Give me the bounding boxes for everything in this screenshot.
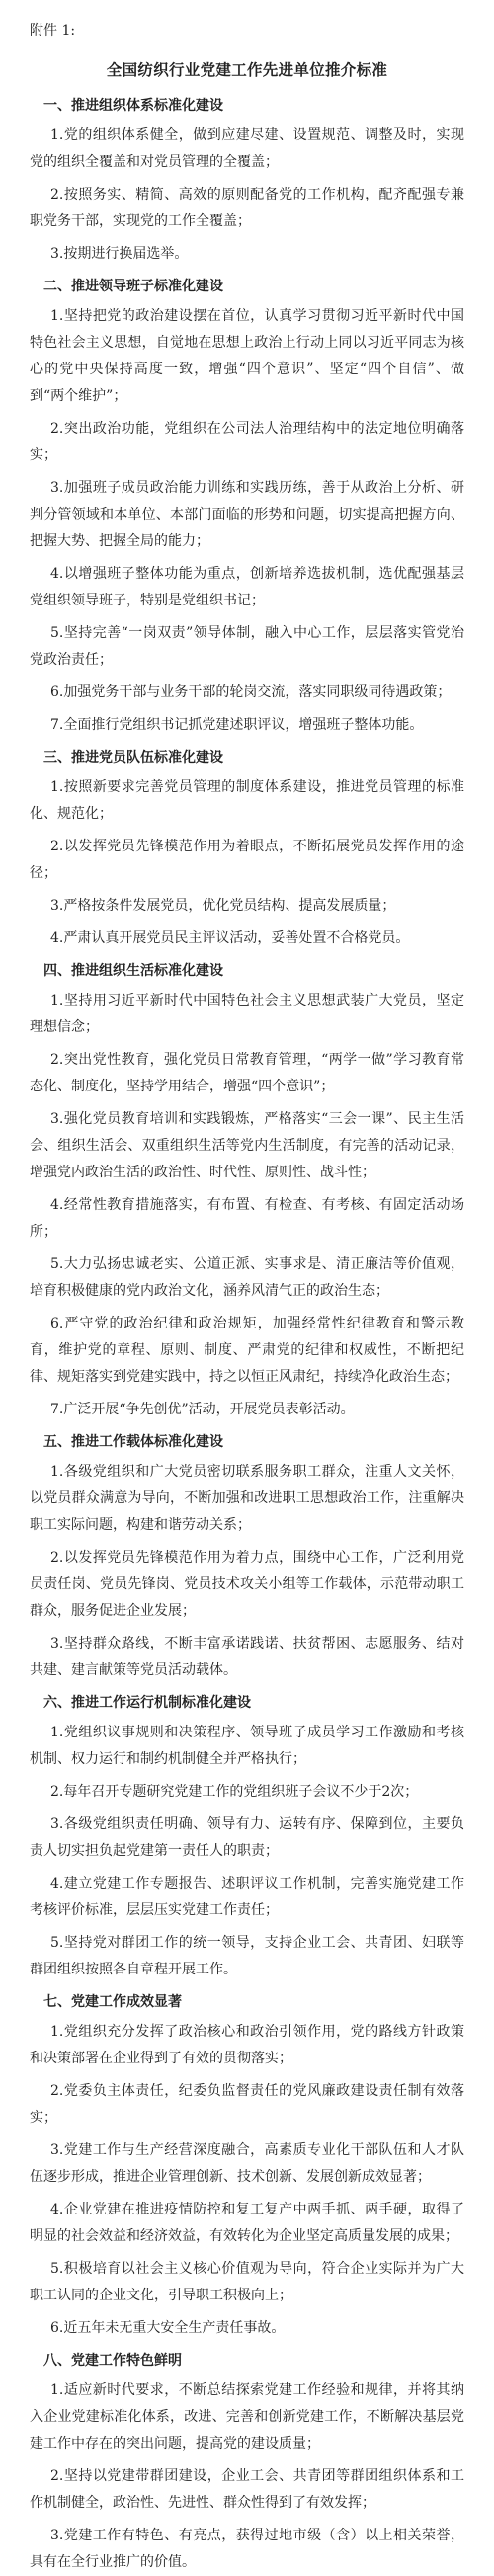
criteria-item: 6.近五年未无重大安全生产责任事故。 [50, 2320, 286, 2336]
document-section [30, 1429, 464, 1684]
criteria-item: 1.坚持把党的政治建设摆在首位，认真学习贯彻习近平新时代中国特色社会主义思想，自觉地在思想上政治上行动上同以习近平同志为核心的党中央保持高度一致，增强“四个意识”、坚定“四个自信”、做到“两个维护”； [30, 308, 464, 404]
document-section [30, 93, 464, 268]
section-heading: 六、推进工作运行机制标准化建设 [43, 1695, 251, 1711]
section-heading: 八、党建工作特色鲜明 [43, 2353, 182, 2369]
criteria-item: 2.坚持以党建带群团建设，企业工会、共青团等群团组织体系和工作机制健全，政治性、先进性、群众性得到了有效发挥； [30, 2468, 464, 2511]
criteria-item: 4.企业党建在推进疫情防控和复工复产中两手抓、两手硬，取得了明显的社会效益和经济效益，有效转化为企业坚定高质量发展的成果； [30, 2202, 464, 2244]
criteria-item: 7.广泛开展“争先创优”活动，开展党员表彰活动。 [50, 1402, 355, 1417]
criteria-item: 4.以增强班子整体功能为重点，创新培养选拔机制，选优配强基层党组织领导班子，特别是党组织书记； [30, 566, 464, 608]
section-heading: 一、推进组织体系标准化建设 [43, 98, 223, 114]
document-section [30, 1989, 464, 2342]
criteria-item: 5.坚持党对群团工作的统一领导，支持企业工会、共青团、妇联等群团组织按照各自章程开展工作。 [30, 1935, 464, 1977]
criteria-item: 7.全面推行党组织书记抓党建述职评议，增强班子整体功能。 [50, 717, 424, 733]
criteria-item: 3.严格按条件发展党员，优化党员结构、提高发展质量； [50, 898, 396, 914]
document-section [30, 274, 464, 739]
criteria-item: 1.党组织充分发挥了政治核心和政治引领作用，党的路线方针政策和决策部署在企业得到了有效的贯彻落实； [30, 2024, 464, 2066]
document-section [30, 2348, 464, 2576]
section-heading: 二、推进领导班子标准化建设 [43, 279, 223, 294]
document-section [30, 958, 464, 1423]
criteria-item: 1.各级党组织和广大党员密切联系服务职工群众，注重人文关怀，以党员群众满意为导向，不断加强和改进职工思想政治工作，注重解决职工实际问题，构建和谐劳动关系； [30, 1464, 464, 1533]
criteria-item: 1.按照新要求完善党员管理的制度体系建设，推进党员管理的标准化、规范化； [30, 779, 464, 822]
criteria-item: 3.按期进行换届选举。 [50, 246, 189, 262]
criteria-item: 2.以发挥党员先锋模范作用为着眼点，不断拓展党员发挥作用的途径； [30, 839, 464, 881]
document-section [30, 745, 464, 952]
criteria-item: 1.坚持用习近平新时代中国特色社会主义思想武装广大党员，坚定理想信念； [30, 993, 464, 1035]
attachment-label: 附件 1: [30, 23, 76, 39]
criteria-item: 1.党组织议事规则和决策程序、领导班子成员学习工作激励和考核机制、权力运行和制约机制健全并严格执行； [30, 1725, 464, 1767]
document-section [30, 1690, 464, 1983]
criteria-item: 2.突出政治功能，党组织在公司法人治理结构中的法定地位明确落实； [30, 421, 464, 463]
section-heading: 七、党建工作成效显著 [43, 1994, 182, 2010]
criteria-item: 3.党建工作有特色、有亮点，获得过地市级（含）以上相关荣誉，具有在全行业推广的价值。 [30, 2528, 464, 2570]
criteria-item: 1.党的组织体系健全，做到应建尽建、设置规范、调整及时，实现党的组织全覆盖和对党员管理的全覆盖； [30, 127, 464, 170]
criteria-item: 4.建立党建工作专题报告、述职评议工作机制，完善实施党建工作考核评价标准，层层压实党建工作责任； [30, 1876, 464, 1918]
criteria-item: 4.经常性教育措施落实，有布置、有检查、有考核、有固定活动场所； [30, 1197, 464, 1240]
criteria-item: 5.大力弘扬忠诚老实、公道正派、实事求是、清正廉洁等价值观，培育积极健康的党内政治文化，涵养风清气正的政治生态； [30, 1256, 464, 1299]
criteria-item: 5.坚持完善“一岗双责”领导体制，融入中心工作，层层落实管党治党政治责任； [30, 625, 464, 668]
criteria-item: 6.严守党的政治纪律和政治规矩，加强经常性纪律教育和警示教育，维护党的章程、原则、制度、严肃党的纪律和权威性，不断把纪律、规矩落实到党建实践中，持之以恒正风肃纪，持续净化政治生态； [30, 1316, 464, 1385]
criteria-item: 3.加强班子成员政治能力训练和实践历练，善于从政治上分析、研判分管领域和本单位、本部门面临的形势和问题，切实提高把握方向、把握大势、把握全局的能力； [30, 480, 464, 549]
document-body [30, 93, 464, 2576]
criteria-item: 3.强化党员教育培训和实践锻炼，严格落实“三会一课”、民主生活会、组织生活会、双重组织生活等党内生活制度，有完善的活动记录，增强党内政治生活的政治性、时代性、原则性、战斗性； [30, 1111, 464, 1180]
criteria-item: 3.各级党组织责任明确、领导有力、运转有序、保障到位，主要负责人切实担负起党建第一责任人的职责； [30, 1816, 464, 1859]
criteria-item: 3.党建工作与生产经营深度融合，高素质专业化干部队伍和人才队伍逐步形成，推进企业管理创新、技术创新、发展创新成效显著； [30, 2142, 464, 2185]
criteria-item: 2.突出党性教育，强化党员日常教育管理，“两学一做”学习教育常态化、制度化，坚持学用结合，增强“四个意识”； [30, 1052, 464, 1094]
criteria-item: 2.每年召开专题研究党建工作的党组织班子会议不少于2次； [50, 1784, 419, 1800]
criteria-item: 2.以发挥党员先锋模范作用为着力点，围绕中心工作，广泛利用党员责任岗、党员先锋岗、党员技术攻关小组等工作载体，示范带动职工群众，服务促进企业发展； [30, 1550, 464, 1619]
document-title: 全国纺织行业党建工作先进单位推介标准 [106, 60, 388, 79]
section-heading: 三、推进党员队伍标准化建设 [43, 750, 223, 765]
criteria-item: 2.党委负主体责任，纪委负监督责任的党风廉政建设责任制有效落实； [30, 2083, 464, 2126]
criteria-item: 4.严肃认真开展党员民主评议活动，妥善处置不合格党员。 [50, 930, 410, 946]
section-heading: 四、推进组织生活标准化建设 [43, 963, 223, 979]
criteria-item: 2.按照务实、精简、高效的原则配备党的工作机构，配齐配强专兼职党务干部，实现党的工作全覆盖； [30, 187, 464, 229]
criteria-item: 6.加强党务干部与业务干部的轮岗交流，落实同职级同待遇政策； [50, 684, 452, 700]
criteria-item: 3.坚持群众路线，不断丰富承诺践诺、扶贫帮困、志愿服务、结对共建、建言献策等党员活动载体。 [30, 1636, 464, 1678]
criteria-item: 5.积极培育以社会主义核心价值观为导向，符合企业实际并为广大职工认同的企业文化，引导职工积极向上； [30, 2261, 464, 2303]
section-heading: 五、推进工作载体标准化建设 [43, 1434, 223, 1450]
criteria-item: 1.适应新时代要求，不断总结探索党建工作经验和规律，并将其纳入企业党建标准化体系，改进、完善和创新党建工作，不断解决基层党建工作中存在的突出问题，提高党的建设质量； [30, 2382, 464, 2452]
